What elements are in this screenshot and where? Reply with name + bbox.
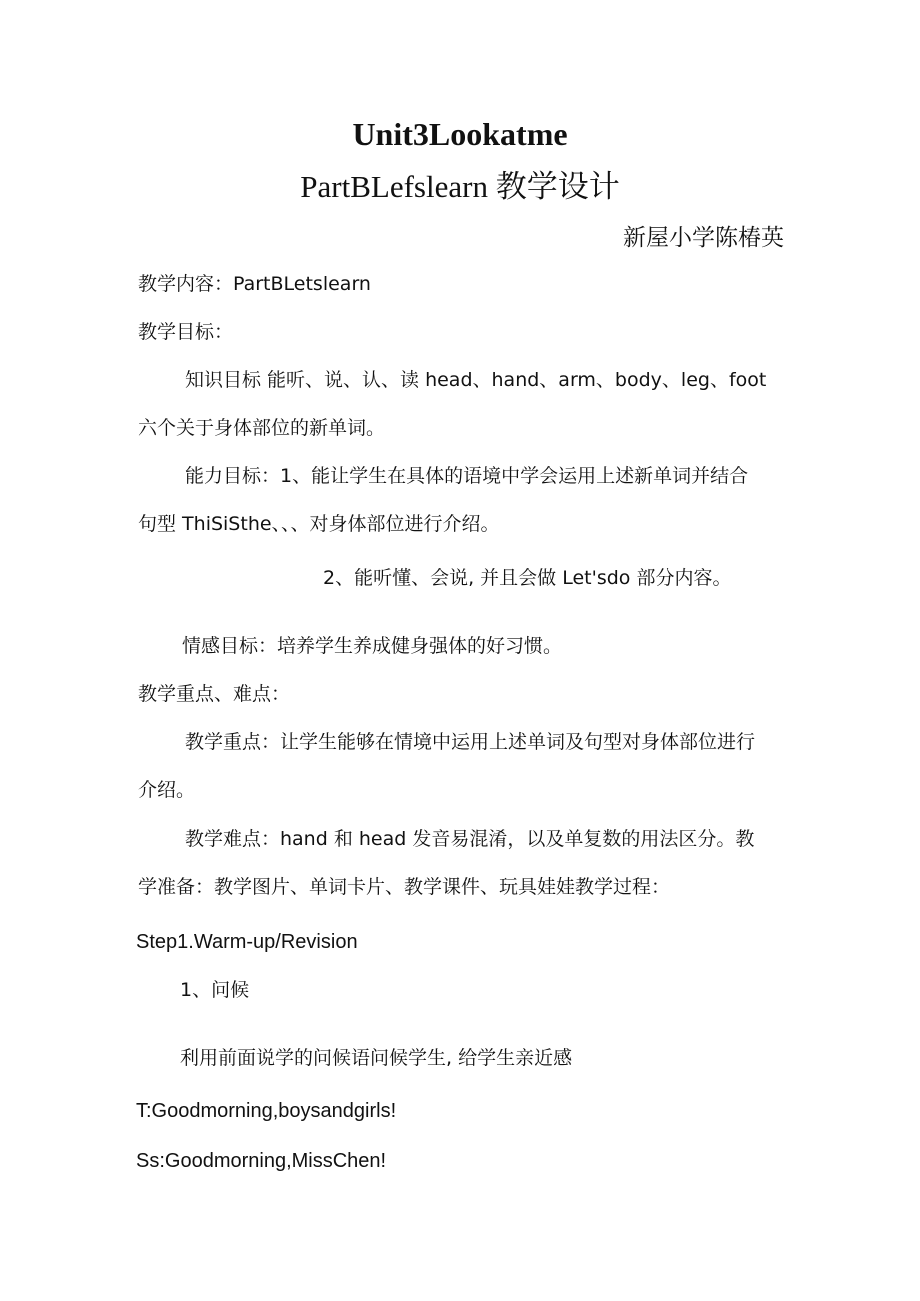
- teaching-goals-heading: 教学目标：: [138, 321, 234, 343]
- teaching-content: 教学内容：PartBLetslearn: [138, 273, 371, 295]
- ability-goal-line1: 能力目标：1、能让学生在具体的语境中学会运用上述新单词并结合: [185, 465, 749, 487]
- step1-heading: Step1.Warm-up/Revision: [136, 931, 358, 953]
- knowledge-goal-line2: 六个关于身体部位的新单词。: [138, 417, 386, 439]
- key-difficult-heading: 教学重点、难点：: [138, 683, 291, 705]
- key-point-line2: 介绍。: [138, 779, 196, 801]
- knowledge-goal-line1: 知识目标 能听、说、认、读 head、hand、arm、body、leg、foot: [185, 369, 767, 391]
- document-subtitle: PartBLefslearn 教学设计: [300, 169, 620, 204]
- key-point-line1: 教学重点：让学生能够在情境中运用上述单词及句型对身体部位进行: [185, 731, 756, 753]
- difficult-point-line2: 学准备：教学图片、单词卡片、教学课件、玩具娃娃教学过程：: [138, 876, 671, 898]
- dialog-students: Ss:Goodmorning,MissChen!: [136, 1150, 387, 1172]
- ability-goal-item2: 2、能听懂、会说, 并且会做 Let'sdo 部分内容。: [323, 567, 732, 589]
- ability-goal-line2: 句型 ThiSiSthe、、、对身体部位进行介绍。: [138, 513, 500, 535]
- step1-item1-description: 利用前面说学的问候语问候学生, 给学生亲近感: [180, 1047, 573, 1069]
- difficult-point-line1: 教学难点：hand 和 head 发音易混淆，以及单复数的用法区分。教: [185, 828, 755, 850]
- step1-item1: 1、问候: [180, 979, 250, 1001]
- author-line: 新屋小学陈椿英: [623, 225, 784, 251]
- emotion-goal: 情感目标：培养学生养成健身强体的好习惯。: [182, 635, 563, 657]
- document-title: Unit3Lookatme: [352, 116, 568, 152]
- dialog-teacher: T:Goodmorning,boysandgirls!: [136, 1100, 397, 1122]
